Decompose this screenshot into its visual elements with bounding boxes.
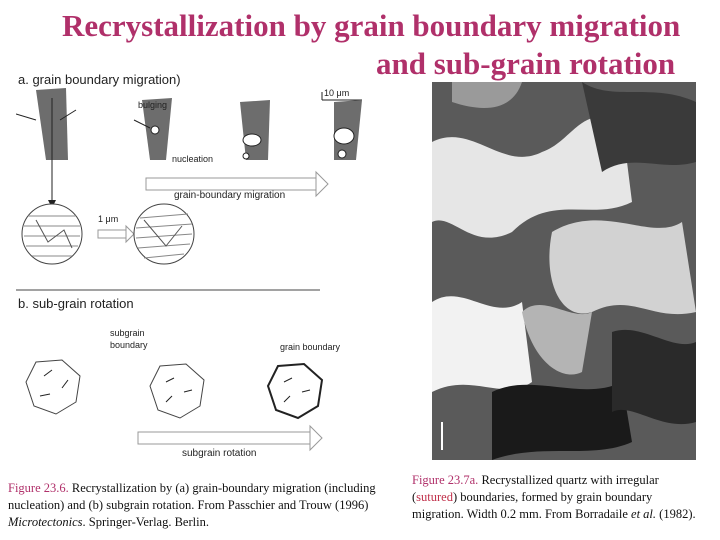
caption-sutured-term: sutured <box>416 490 453 504</box>
caption-et-al: et al. <box>631 507 657 521</box>
diagram-a-heading: a. grain boundary migration) <box>18 72 181 87</box>
grain-panel-4 <box>334 100 362 160</box>
quartz-micrograph <box>432 82 696 460</box>
caption-text-2: . Springer-Verlag. Berlin. <box>82 515 209 529</box>
caption-figure-number-2: Figure 23.7a. <box>412 473 479 487</box>
grain-panel-1 <box>16 88 76 160</box>
grain-boundary-label: grain boundary <box>280 342 341 352</box>
caption-figure-number: Figure 23.6. <box>8 481 69 495</box>
recrystallization-diagram <box>16 70 380 462</box>
slide-title-line-1: Recrystallization by grain boundary migration <box>62 8 681 43</box>
subgrain-label: subgrain <box>110 328 145 338</box>
bulging-label: bulging <box>138 100 168 110</box>
caption-text: Recrystallization by (a) grain-boundary migration (including nucleation) and (b) subgrain rotation. From Passchier and Trouw (1996) <box>8 481 376 512</box>
caption-text-c: (1982). <box>656 507 696 521</box>
slide-title-line-2: and sub-grain rotation <box>376 46 676 81</box>
subgrain-panel-3 <box>268 364 322 418</box>
caption-text-a: Recrystallized quartz with irregular ( <box>412 473 659 504</box>
transfer-arrow <box>98 226 134 242</box>
lattice-circle-2 <box>134 204 194 264</box>
lattice-circle-1 <box>22 204 82 264</box>
scale-label-10um: 10 μm <box>324 88 350 98</box>
subgrain-panel-1 <box>26 360 80 414</box>
subgrain-rotation-arrow <box>138 426 322 450</box>
subgrain-panel-2 <box>150 364 204 418</box>
grain-boundary-migration-label: grain-boundary migration <box>174 190 286 201</box>
caption-figure-23-6 <box>8 480 400 531</box>
caption-text-b: ) boundaries, formed by grain boundary migration. Width 0.2 mm. From Borradaile <box>412 490 653 521</box>
caption-book-title: Microtectonics <box>8 515 83 529</box>
nucleation-label: nucleation <box>172 154 214 164</box>
subgrain-rotation-label: subgrain rotation <box>182 448 257 459</box>
caption-figure-23-7a <box>412 472 704 523</box>
diagram-b-heading: b. sub-grain rotation <box>18 296 134 311</box>
scale-label-1um: 1 μm <box>98 214 119 224</box>
subgrain-boundary-label: boundary <box>110 340 148 350</box>
grain-panel-3 <box>240 100 270 160</box>
